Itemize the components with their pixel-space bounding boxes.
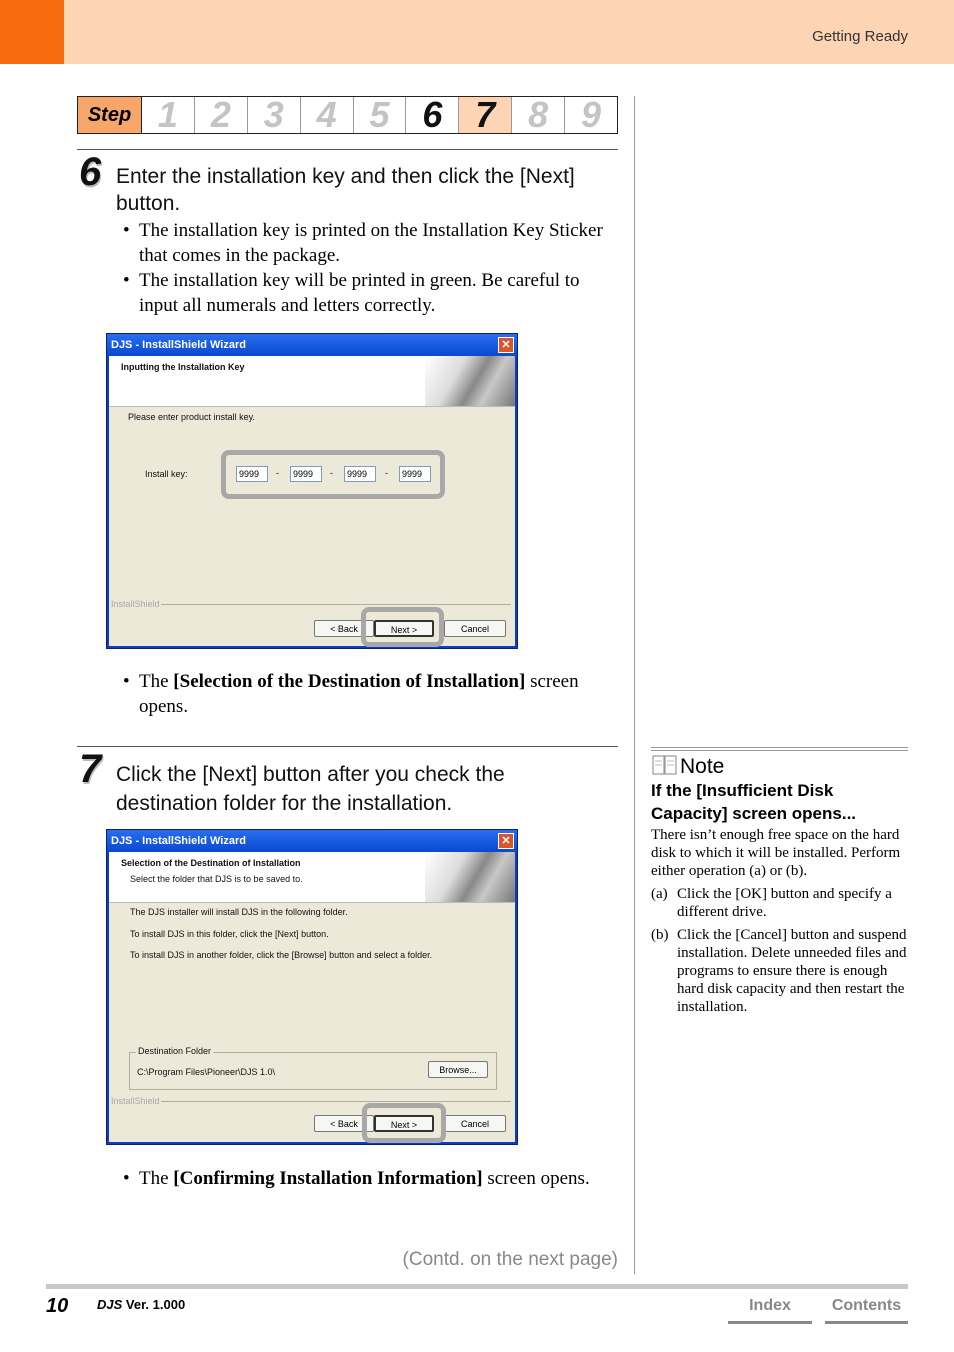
key-dash: - bbox=[385, 468, 388, 478]
continued-note: (Contd. on the next page) bbox=[402, 1249, 618, 1270]
book-icon bbox=[652, 754, 677, 776]
bullet-text: The installation key is printed on the Installation Key Sticker that comes in the package. bbox=[139, 220, 603, 266]
close-icon[interactable]: ✕ bbox=[498, 337, 514, 353]
dialog-titlebar bbox=[107, 830, 517, 852]
cancel-button[interactable]: Cancel bbox=[444, 1115, 506, 1132]
highlight-key-fields bbox=[221, 450, 445, 499]
step-9: 9 bbox=[581, 94, 602, 135]
dialog-title: DJS - InstallShield Wizard bbox=[111, 835, 246, 847]
note-title: Note bbox=[680, 755, 725, 778]
version-label bbox=[97, 1297, 185, 1312]
step-7: 7 bbox=[459, 97, 512, 133]
highlight-next-button bbox=[361, 607, 444, 647]
dialog-header-band bbox=[109, 356, 515, 407]
bullet: • The installation key is printed on the Installation Key Sticker that comes in the package. bbox=[123, 218, 618, 268]
step-8: 8 bbox=[512, 97, 565, 133]
header-accent-tab bbox=[0, 0, 64, 64]
index-link[interactable]: Index bbox=[728, 1294, 812, 1324]
group-label: Destination Folder bbox=[138, 1046, 212, 1056]
step-3: 3 bbox=[248, 97, 301, 133]
step-indicator bbox=[77, 96, 618, 134]
screen-name: [Confirming Installation Information] bbox=[173, 1168, 483, 1189]
result-post: screen opens. bbox=[139, 671, 579, 717]
separator bbox=[161, 1101, 511, 1102]
result-bullet: • The [Selection of the Destination of Installation] screen opens. bbox=[123, 671, 579, 717]
step-number-6: 6 bbox=[79, 150, 102, 194]
note-option bbox=[651, 885, 908, 921]
step-label: Step bbox=[78, 97, 142, 133]
destination-dialog bbox=[106, 829, 518, 1145]
key-dash: - bbox=[330, 468, 333, 478]
wizard-graphic bbox=[425, 356, 515, 406]
step-6: 6 bbox=[406, 97, 459, 133]
dialog-header: Inputting the Installation Key bbox=[121, 362, 245, 372]
key-field-3[interactable]: 9999 bbox=[344, 466, 376, 482]
next-button[interactable]: Next > bbox=[374, 620, 434, 637]
highlight-next-button bbox=[362, 1103, 446, 1143]
info-line-3: To install DJS in another folder, click the [Browse] button and select a folder. bbox=[130, 950, 433, 960]
bullet-text: The installation key will be printed in green. Be careful to input all numerals and letters correctly. bbox=[139, 270, 580, 316]
divider bbox=[77, 149, 618, 150]
back-button[interactable]: < Back bbox=[314, 1115, 374, 1132]
installshield-brand: InstallShield bbox=[111, 1096, 160, 1106]
step-1: 1 bbox=[142, 97, 195, 133]
step-2: 2 bbox=[195, 97, 248, 133]
info-line-1: The DJS installer will install DJS in the following folder. bbox=[130, 907, 348, 917]
page-header bbox=[0, 0, 954, 64]
section-title: Getting Ready bbox=[812, 28, 908, 45]
step-5: 5 bbox=[354, 97, 407, 133]
browse-button[interactable]: Browse... bbox=[428, 1061, 488, 1078]
installshield-brand: InstallShield bbox=[111, 599, 160, 609]
dialog-header-band bbox=[109, 852, 515, 903]
option-text: Click the [OK] button and specify a different drive. bbox=[677, 886, 892, 920]
result-post: screen opens. bbox=[482, 1168, 590, 1189]
option-key: (a) bbox=[651, 886, 668, 902]
info-line-2: To install DJS in this folder, click the [Next] button. bbox=[130, 929, 329, 939]
key-field-4[interactable]: 9999 bbox=[399, 466, 431, 482]
close-icon[interactable]: ✕ bbox=[498, 833, 514, 849]
divider bbox=[77, 746, 618, 747]
page-number: 10 bbox=[46, 1295, 69, 1317]
step-4: 4 bbox=[301, 97, 354, 133]
version-number: Ver. 1.000 bbox=[122, 1297, 186, 1312]
option-text: Click the [Cancel] button and suspend installation. Delete unneeded files and programs to ensure there is enough hard disk capacity and then restart the installation. bbox=[677, 927, 907, 1015]
footer-rule bbox=[46, 1284, 908, 1289]
note-subtitle: If the [Insufficient Disk Capacity] screen opens... bbox=[651, 781, 857, 823]
result-pre: The bbox=[139, 671, 174, 692]
column-divider bbox=[634, 96, 635, 1274]
result-bullet: • The [Confirming Installation Information] screen opens. bbox=[123, 1168, 590, 1189]
key-field-1[interactable]: 9999 bbox=[236, 466, 268, 482]
key-field-2[interactable]: 9999 bbox=[290, 466, 322, 482]
option-key: (b) bbox=[651, 927, 669, 943]
dialog-subheader: Select the folder that DJS is to be saved to. bbox=[130, 874, 303, 884]
dialog-header: Selection of the Destination of Installation bbox=[121, 858, 301, 868]
dialog-title: DJS - InstallShield Wizard bbox=[111, 339, 246, 351]
cancel-button[interactable]: Cancel bbox=[444, 620, 506, 637]
key-label: Install key: bbox=[145, 469, 188, 479]
note-rule bbox=[651, 747, 908, 751]
screen-name: [Selection of the Destination of Installation] bbox=[173, 671, 526, 692]
result-pre: The bbox=[139, 1168, 174, 1189]
wizard-graphic bbox=[425, 852, 515, 902]
key-dash: - bbox=[276, 468, 279, 478]
step6-heading: Enter the installation key and then click the [Next] button. bbox=[116, 165, 575, 215]
separator bbox=[161, 604, 511, 605]
dialog-titlebar bbox=[107, 334, 517, 356]
back-button[interactable]: < Back bbox=[314, 620, 374, 637]
bullet: • The installation key will be printed in green. Be careful to input all numerals and letters correctly. bbox=[123, 268, 618, 318]
contents-link[interactable]: Contents bbox=[825, 1294, 908, 1324]
next-button[interactable]: Next > bbox=[374, 1115, 434, 1132]
note-option bbox=[651, 926, 908, 1016]
note-body: There isn’t enough free space on the hard disk to which it will be installed. Perform either operation (a) or (b). bbox=[651, 827, 901, 879]
step-number-7: 7 bbox=[79, 747, 102, 791]
prompt-text: Please enter product install key. bbox=[128, 412, 255, 422]
destination-path: C:\Program Files\Pioneer\DJS 1.0\ bbox=[137, 1067, 276, 1077]
product-name: DJS bbox=[97, 1297, 123, 1312]
step7-heading: Click the [Next] button after you check the destination folder for the installation. bbox=[116, 763, 505, 815]
